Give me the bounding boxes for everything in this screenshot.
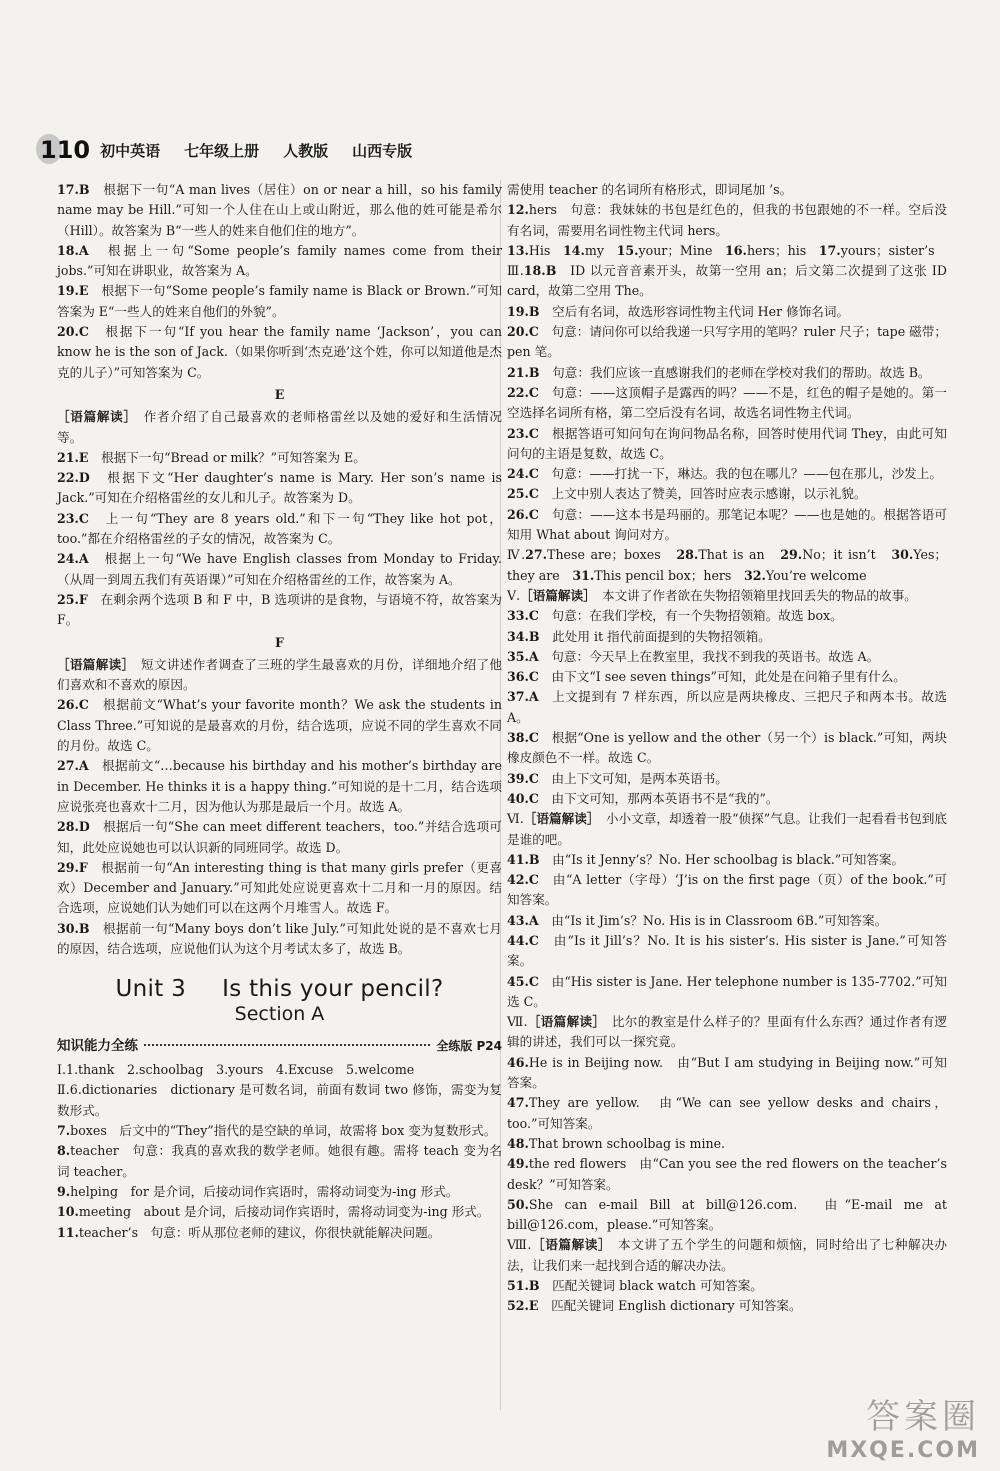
answer-item: 18.A 根据上一句“Some people’s family names come from their jobs.”可知在讲职业，故答案为 A。 xyxy=(57,242,502,279)
answer-item: Ⅶ.［语篇解读］ 比尔的教室是什么样子的？里面有什么东西？通过作者有逻辑的讲述，我们可以一探究竟。 xyxy=(507,1014,948,1050)
answer-item: 9.helping for 是介词，后接动词作宾语时，需将动词变为-ing 形式。 xyxy=(57,1183,459,1199)
answer-item: 30.B 根据前一句“Many boys don’t like July.”可知此处说的是不喜欢七月的原因，结合选项，应说他们认为这个月考试太多了，故选 B。 xyxy=(57,920,502,956)
right-column xyxy=(507,180,947,1317)
answer-item: 12.hers 句意：我妹妹的书包是红色的，但我的书包跟她的不一样。空后没有名词，需要用名词性物主代词 hers。 xyxy=(507,202,947,238)
answer-item: 33.C 句意：在我们学校，有一个失物招领箱。故选 box。 xyxy=(507,608,843,624)
answer-item: Ⅷ.［语篇解读］ 本文讲了五个学生的问题和烦恼，同时给出了七种解决办法，让我们来一起找到合适的解决办法。 xyxy=(507,1237,948,1273)
answer-item: 46.He is in Beijing now. 由“But I am studying in Beijing now.”可知答案。 xyxy=(507,1054,947,1091)
answer-item: 39.C 由上下文可知，是两本英语书。 xyxy=(507,770,728,786)
answer-item: 36.C 由下文“I see seven things”可知，此处是在问箱子里有什么。 xyxy=(507,669,906,685)
answer-item: 27.A 根据前文“…because his birthday and his mother’s birthday are in December. He thinks it is a happy thing.”可知说的是十二月，结合选项应说张亮也喜欢十二月，因为他认为那是最后一个月。故选 A。 xyxy=(57,758,502,814)
answer-item: 7.boxes 后文中的“They”指代的是空缺的单词，故需将 box 变为复数形式。 xyxy=(57,1123,497,1139)
passage-section-heading: E xyxy=(274,386,285,402)
page-header xyxy=(40,130,426,170)
answer-item: Ⅰ.1.thank 2.schoolbag 3.yours 4.Excuse 5.welcome xyxy=(57,1062,415,1078)
header-region: 山西专版 xyxy=(352,141,413,160)
answer-item: 23.C 根据答语可知问句在询问物品名称，回答时使用代词 They，由此可知问句的主语是复数，故选 C。 xyxy=(507,425,947,461)
answer-item: 25.C 上文中别人表达了赞美，回答时应表示感谢，以示礼貌。 xyxy=(507,486,867,502)
page-number: 110 xyxy=(40,136,91,164)
answer-item: 20.C 根据下一句“If you hear the family name ‘Jackson’，you can know he is the son of Jack.（如果你听到‘杰克逊’这个姓，你可以知道他是杰克的儿子）”可知答案为 C。 xyxy=(57,324,502,380)
answer-item: 22.D 根据下文“Her daughter’s name is Mary. Her son’s name is Jack.”可知在介绍格雷丝的女儿和儿子。故答案为 D。 xyxy=(57,470,502,506)
left-answer-list xyxy=(57,180,502,959)
answer-item: 19.E 根据下一句“Some people’s family name is Black or Brown.”可知答案为 E“一些人的姓来自他们的外貌”。 xyxy=(57,283,502,319)
answer-item: 23.C 上一句“They are 8 years old.”和下一句“They like hot pot，too.”都在介绍格雷丝的子女的情况，故答案为 C。 xyxy=(57,510,502,547)
answer-item: 40.C 由下文可知，那两本英语书不是“我的”。 xyxy=(507,790,779,806)
answer-item: Ⅱ.6.dictionaries dictionary 是可数名词，前面有数词 two 修饰，需变为复数形式。 xyxy=(57,1082,502,1118)
answer-item: 38.C 根据“One is yellow and the other（另一个）is black.”可知，两块橡皮颜色不一样。故选 C。 xyxy=(507,730,947,766)
answer-item: 13.His 14.my 15.your；Mine 16.hers；his 17.yours；sister’s xyxy=(507,242,935,258)
practice-label: 知识能力全练 xyxy=(57,1037,138,1054)
header-edition: 人教版 xyxy=(283,141,329,160)
answer-item: 42.C 由“A letter（字母）‘J’is on the first page（页）of the book.”可知答案。 xyxy=(507,872,947,908)
left-bottom-answer-list xyxy=(57,1060,502,1243)
section-title: Section A xyxy=(234,1002,325,1025)
answer-item: 26.C 根据前文“What’s your favorite month？We ask the students in Class Three.”可知说的是最喜欢的月份，结合选项，应说不同的学生喜欢不同的月份。故选 C。 xyxy=(57,697,502,754)
answer-item: 24.C 句意：——打扰一下，琳达。我的包在哪儿？——包在那儿，沙发上。 xyxy=(507,466,942,482)
answer-item: 50.She can e-mail Bill at bill@126.com. 由“E-mail me at bill@126.com，please.”可知答案。 xyxy=(507,1196,947,1233)
answer-item: ［语篇解读］ 短文讲述作者调查了三班的学生最喜欢的月份，详细地介绍了他们喜欢和不喜欢的原因。 xyxy=(57,656,503,693)
answer-item: 10.meeting about 是介词，后接动词作宾语时，需将动词变为-ing 形式。 xyxy=(57,1204,490,1220)
answer-item: 26.C 句意：——这本书是玛丽的。那笔记本呢？——也是她的。根据答语可知用 What about 询问对方。 xyxy=(507,506,947,543)
answer-item: 41.B 由“Is it Jenny’s？No. Her schoolbag is black.”可知答案。 xyxy=(507,851,905,867)
watermark xyxy=(826,1389,980,1463)
answer-item: 47.They are yellow. 由“We can see yellow desks and chairs，too.”可知答案。 xyxy=(507,1095,947,1131)
answer-item: 25.F 在剩余两个选项 B 和 F 中，B 选项讲的是食物，与语境不符，故答案为 F。 xyxy=(57,591,502,628)
answer-item: 20.C 句意：请问你可以给我递一只写字用的笔吗？ruler 尺子；tape 磁带；pen 笔。 xyxy=(507,324,947,360)
unit-title xyxy=(57,976,502,1003)
watermark-site: MXQE.COM xyxy=(826,1438,980,1463)
answer-item: 8.teacher 句意：我真的喜欢我的数学老师。她很有趣。需将 teach 变为名词 teacher。 xyxy=(57,1143,502,1179)
answer-item: 34.B 此处用 it 指代前面提到的失物招领箱。 xyxy=(507,628,771,644)
header-grade: 七年级上册 xyxy=(184,141,260,160)
answer-item: 43.A 由“Is it Jim’s？No. His is in Classroom 6B.”可知答案。 xyxy=(507,912,888,928)
answer-item: 21.B 句意：我们应该一直感谢我们的老师在学校对我们的帮助。故选 B。 xyxy=(507,364,931,380)
answer-item: 52.E 匹配关键词 English dictionary 可知答案。 xyxy=(507,1298,802,1314)
answer-item: 需使用 teacher 的名词所有格形式，即词尾加 ’s。 xyxy=(507,182,793,197)
answer-item: 37.A 上文提到有 7 样东西，所以应是两块橡皮、三把尺子和两本书。故选 A。 xyxy=(507,689,947,725)
answer-item: 22.C 句意：——这顶帽子是露西的吗？——不是，红色的帽子是她的。第一空选择名词所有格，第二空后没有名词，故选名词性物主代词。 xyxy=(507,384,947,421)
answer-item: 11.teacher’s 句意：听从那位老师的建议，你很快就能解决问题。 xyxy=(57,1224,441,1240)
answer-item: ［语篇解读］ 作者介绍了自己最喜欢的老师格雷丝以及她的爱好和生活情况等。 xyxy=(57,409,503,445)
answer-item: 51.B 匹配关键词 black watch 可知答案。 xyxy=(507,1278,763,1294)
answer-item: 24.A 根据上一句“We have English classes from Monday to Friday.（从周一到周五我们有英语课）”可知在介绍格雷丝的工作，故答案为 A。 xyxy=(57,551,502,587)
answer-item: 44.C 由“Is it Jill’s？No. It is his sister’s. His sister is Jane.”可知答案。 xyxy=(507,932,947,969)
answer-item: Ⅳ.27.These are；boxes 28.That is an 29.No；it isn’t 30.Yes；they are 31.This pencil box；hers 32.You’re welcome xyxy=(507,547,948,583)
answer-item: 17.B 根据下一句“A man lives（居住）on or near a hill，so his family name may be Hill.”可知一个人住在山上或山附近，那么他的姓可能是希尔（Hill）。故答案为 B“一些人的姓来自他们住的地方”。 xyxy=(57,182,502,238)
answer-item: 45.C 由“His sister is Jane. Her telephone number is 135-7702.”可知选 C。 xyxy=(507,973,947,1009)
watermark-logo-icon: 答案圈 xyxy=(866,1397,980,1437)
answer-item: 21.E 根据下一句“Bread or milk？”可知答案为 E。 xyxy=(57,449,366,465)
dotted-leader xyxy=(144,1044,430,1046)
unit-label: Unit 3 xyxy=(115,976,187,1003)
passage-section-heading: F xyxy=(275,634,284,650)
answer-item: 28.D 根据后一句“She can meet different teachers，too.”并结合选项可知，此处应说她也可以认识新的同班同学。故选 D。 xyxy=(57,819,502,855)
header-subject: 初中英语 xyxy=(100,141,161,160)
answer-item: 48.That brown schoolbag is mine. xyxy=(507,1135,726,1151)
answer-item: 49.the red flowers 由“Can you see the red flowers on the teacher’s desk？”可知答案。 xyxy=(507,1156,947,1192)
practice-page-ref: 全练版 P24 xyxy=(436,1038,502,1053)
answer-item: Ⅲ.18.B ID 以元音音素开头，故第一空用 an；后文第二次提到了这张 ID card，故第二空用 The。 xyxy=(507,263,947,299)
practice-heading xyxy=(57,1036,502,1056)
left-column xyxy=(57,180,502,1243)
answer-item: 29.F 根据前一句“An interesting thing is that many girls prefer（更喜欢）December and January.”可知此处应说更喜欢十二月和一月的原因。结合选项，应说她们认为她们可以在这两个月堆雪人。故选 F。 xyxy=(57,859,502,916)
answer-item: 19.B 空后有名词，故选形容词性物主代词 Her 修饰名词。 xyxy=(507,303,850,319)
unit-name: Is this your pencil? xyxy=(222,976,444,1003)
right-answer-list xyxy=(507,180,947,1317)
answer-item: Ⅵ.［语篇解读］ 小小文章，却透着一股“侦探”气息。让我们一起看看书包到底是谁的吧。 xyxy=(507,811,947,847)
answer-item: 35.A 句意：今天早上在教室里，我找不到我的英语书。故选 A。 xyxy=(507,648,880,664)
answer-item: Ⅴ.［语篇解读］ 本文讲了作者欲在失物招领箱里找回丢失的物品的故事。 xyxy=(507,587,917,603)
